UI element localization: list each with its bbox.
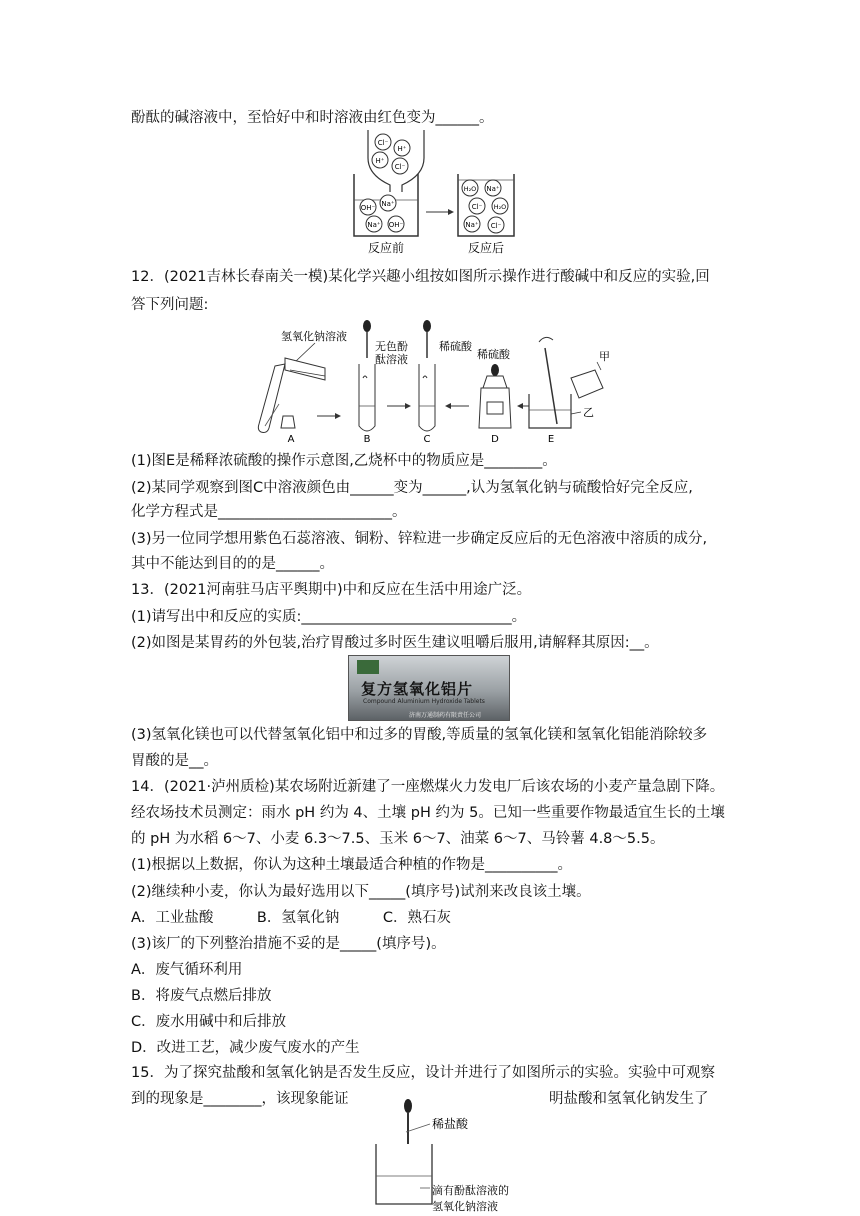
- base-label-1: 滴有酚酞溶液的: [432, 1184, 509, 1197]
- q15-stem-line2-right: 明盐酸和氢氧化钠发生了: [549, 1091, 709, 1107]
- q15-stem-line2-left: 到的现象是________，该现象能证: [131, 1091, 349, 1107]
- after-ion-6: Cl⁻: [490, 222, 502, 230]
- before-ion-1: OH⁻: [360, 204, 376, 212]
- acid-label: 稀盐酸: [432, 1117, 469, 1131]
- before-ion-2: Na⁺: [381, 200, 395, 208]
- q14-3-line: (3)该厂的下列整治措施不妥的是_____(填序号)。: [131, 936, 446, 952]
- naoh-label: 氢氧化钠溶液: [281, 330, 347, 343]
- after-label: 反应后: [467, 241, 505, 255]
- q14-2-options: A．工业盐酸 B．氢氧化钠 C．熟石灰: [131, 910, 451, 926]
- package-logo-icon: [357, 660, 379, 674]
- q12-stem-line2: 答下列问题:: [131, 297, 209, 313]
- drop-ion-2: H⁺: [397, 145, 407, 153]
- q12-2-line2: 化学方程式是________________________。: [131, 504, 407, 520]
- h2so4-label-d: 稀硫酸: [477, 348, 510, 361]
- after-ion-2: Na⁺: [486, 185, 500, 193]
- letter-E: E: [547, 434, 555, 445]
- yi-label: 乙: [583, 406, 594, 419]
- phenol-label-2: 酞溶液: [375, 353, 408, 366]
- q14-2-line: (2)继续种小麦，你认为最好选用以下_____(填序号)试剂来改良该土壤。: [131, 884, 591, 900]
- q14-stem-line2: 经农场技术员测定：雨水 pH 约为 4、土壤 pH 约为 5。已知一些重要作物最适宜生长的土壤: [131, 805, 725, 821]
- q12-3-line2: 其中不能达到目的的是______。: [131, 556, 334, 572]
- q14-3-option-d: D．改进工艺，减少废气废水的产生: [131, 1040, 360, 1056]
- hcl-naoh-experiment-figure: [370, 1096, 550, 1214]
- q14-3-option-b: B．将废气点燃后排放: [131, 988, 272, 1004]
- q14-1-line: (1)根据以上数据，你认为这种土壤最适合种植的作物是__________。: [131, 857, 573, 873]
- experiment-steps-figure: [255, 318, 615, 448]
- package-subtitle: Compound Aluminium Hydroxide Tablets: [363, 698, 485, 705]
- after-ion-3: Cl⁻: [471, 203, 483, 211]
- letter-C: C: [423, 434, 431, 445]
- q12-stem-line1: 12．(2021吉林长春南关一模)某化学兴趣小组按如图所示操作进行酸碱中和反应的实验,回: [131, 269, 710, 285]
- after-ion-5: Na⁺: [465, 221, 479, 229]
- q11-tail-line: 酚酞的碱溶液中，至恰好中和时溶液由红色变为______。: [131, 110, 494, 126]
- medicine-package-image: [348, 655, 510, 721]
- package-title: 复方氢氧化铝片: [361, 680, 474, 698]
- q14-stem-line1: 14．(2021·泸州质检)某农场附近新建了一座燃煤火力发电厂后该农场的小麦产量急剧下降。: [131, 779, 725, 795]
- q13-1-line: (1)请写出中和反应的实质:_____________________________。: [131, 609, 527, 625]
- before-ion-3: Na⁺: [367, 221, 381, 229]
- drop-ion-4: Cl⁻: [394, 163, 406, 171]
- jia-label: 甲: [599, 350, 610, 363]
- q12-3-line1: (3)另一位同学想用紫色石蕊溶液、铜粉、锌粒进一步确定反应后的无色溶液中溶质的成分,: [131, 531, 708, 547]
- h2so4-label-c: 稀硫酸: [439, 340, 472, 353]
- q15-stem-line1: 15．为了探究盐酸和氢氧化钠是否发生反应，设计并进行了如图所示的实验。实验中可观察: [131, 1065, 715, 1081]
- base-label-2: 氢氧化钠溶液: [432, 1200, 498, 1213]
- q12-1-line: (1)图E是稀释浓硫酸的操作示意图,乙烧杯中的物质应是________。: [131, 453, 557, 469]
- q14-3-option-a: A．废气循环利用: [131, 962, 243, 978]
- q13-2-line: (2)如图是某胃药的外包装,治疗胃酸过多时医生建议咀嚼后服用,请解释其原因:__。: [131, 635, 659, 651]
- q14-stem-line3: 的 pH 为水稻 6～7、小麦 6.3～7.5、玉米 6～7、油菜 6～7、马铃薯 4.8～5.5。: [131, 831, 665, 847]
- before-label: 反应前: [367, 241, 405, 255]
- drop-ion-3: H⁺: [375, 157, 385, 165]
- package-maker: 济南万通制药有限责任公司: [409, 712, 482, 719]
- letter-A: A: [287, 434, 295, 445]
- neutralization-particle-figure: [340, 130, 520, 255]
- q14-3-option-c: C．废水用碱中和后排放: [131, 1014, 287, 1030]
- q12-2-line1: (2)某同学观察到图C中溶液颜色由______变为______,认为氢氧化钠与硫酸恰好完全反应,: [131, 480, 693, 496]
- letter-D: D: [491, 434, 499, 445]
- q13-stem: 13．(2021河南驻马店平舆期中)中和反应在生活中用途广泛。: [131, 582, 532, 598]
- q13-3-line2: 胃酸的是__。: [131, 753, 218, 769]
- after-ion-1: H₂O: [463, 185, 477, 193]
- drop-ion-1: Cl⁻: [377, 139, 389, 147]
- q13-3-line1: (3)氢氧化镁也可以代替氢氧化铝中和过多的胃酸,等质量的氢氧化镁和氢氧化铝能消除较多: [131, 727, 708, 743]
- phenol-label-1: 无色酚: [375, 340, 408, 353]
- after-ion-4: H₂O: [493, 203, 507, 211]
- before-ion-4: OH⁻: [388, 221, 404, 229]
- letter-B: B: [363, 434, 371, 445]
